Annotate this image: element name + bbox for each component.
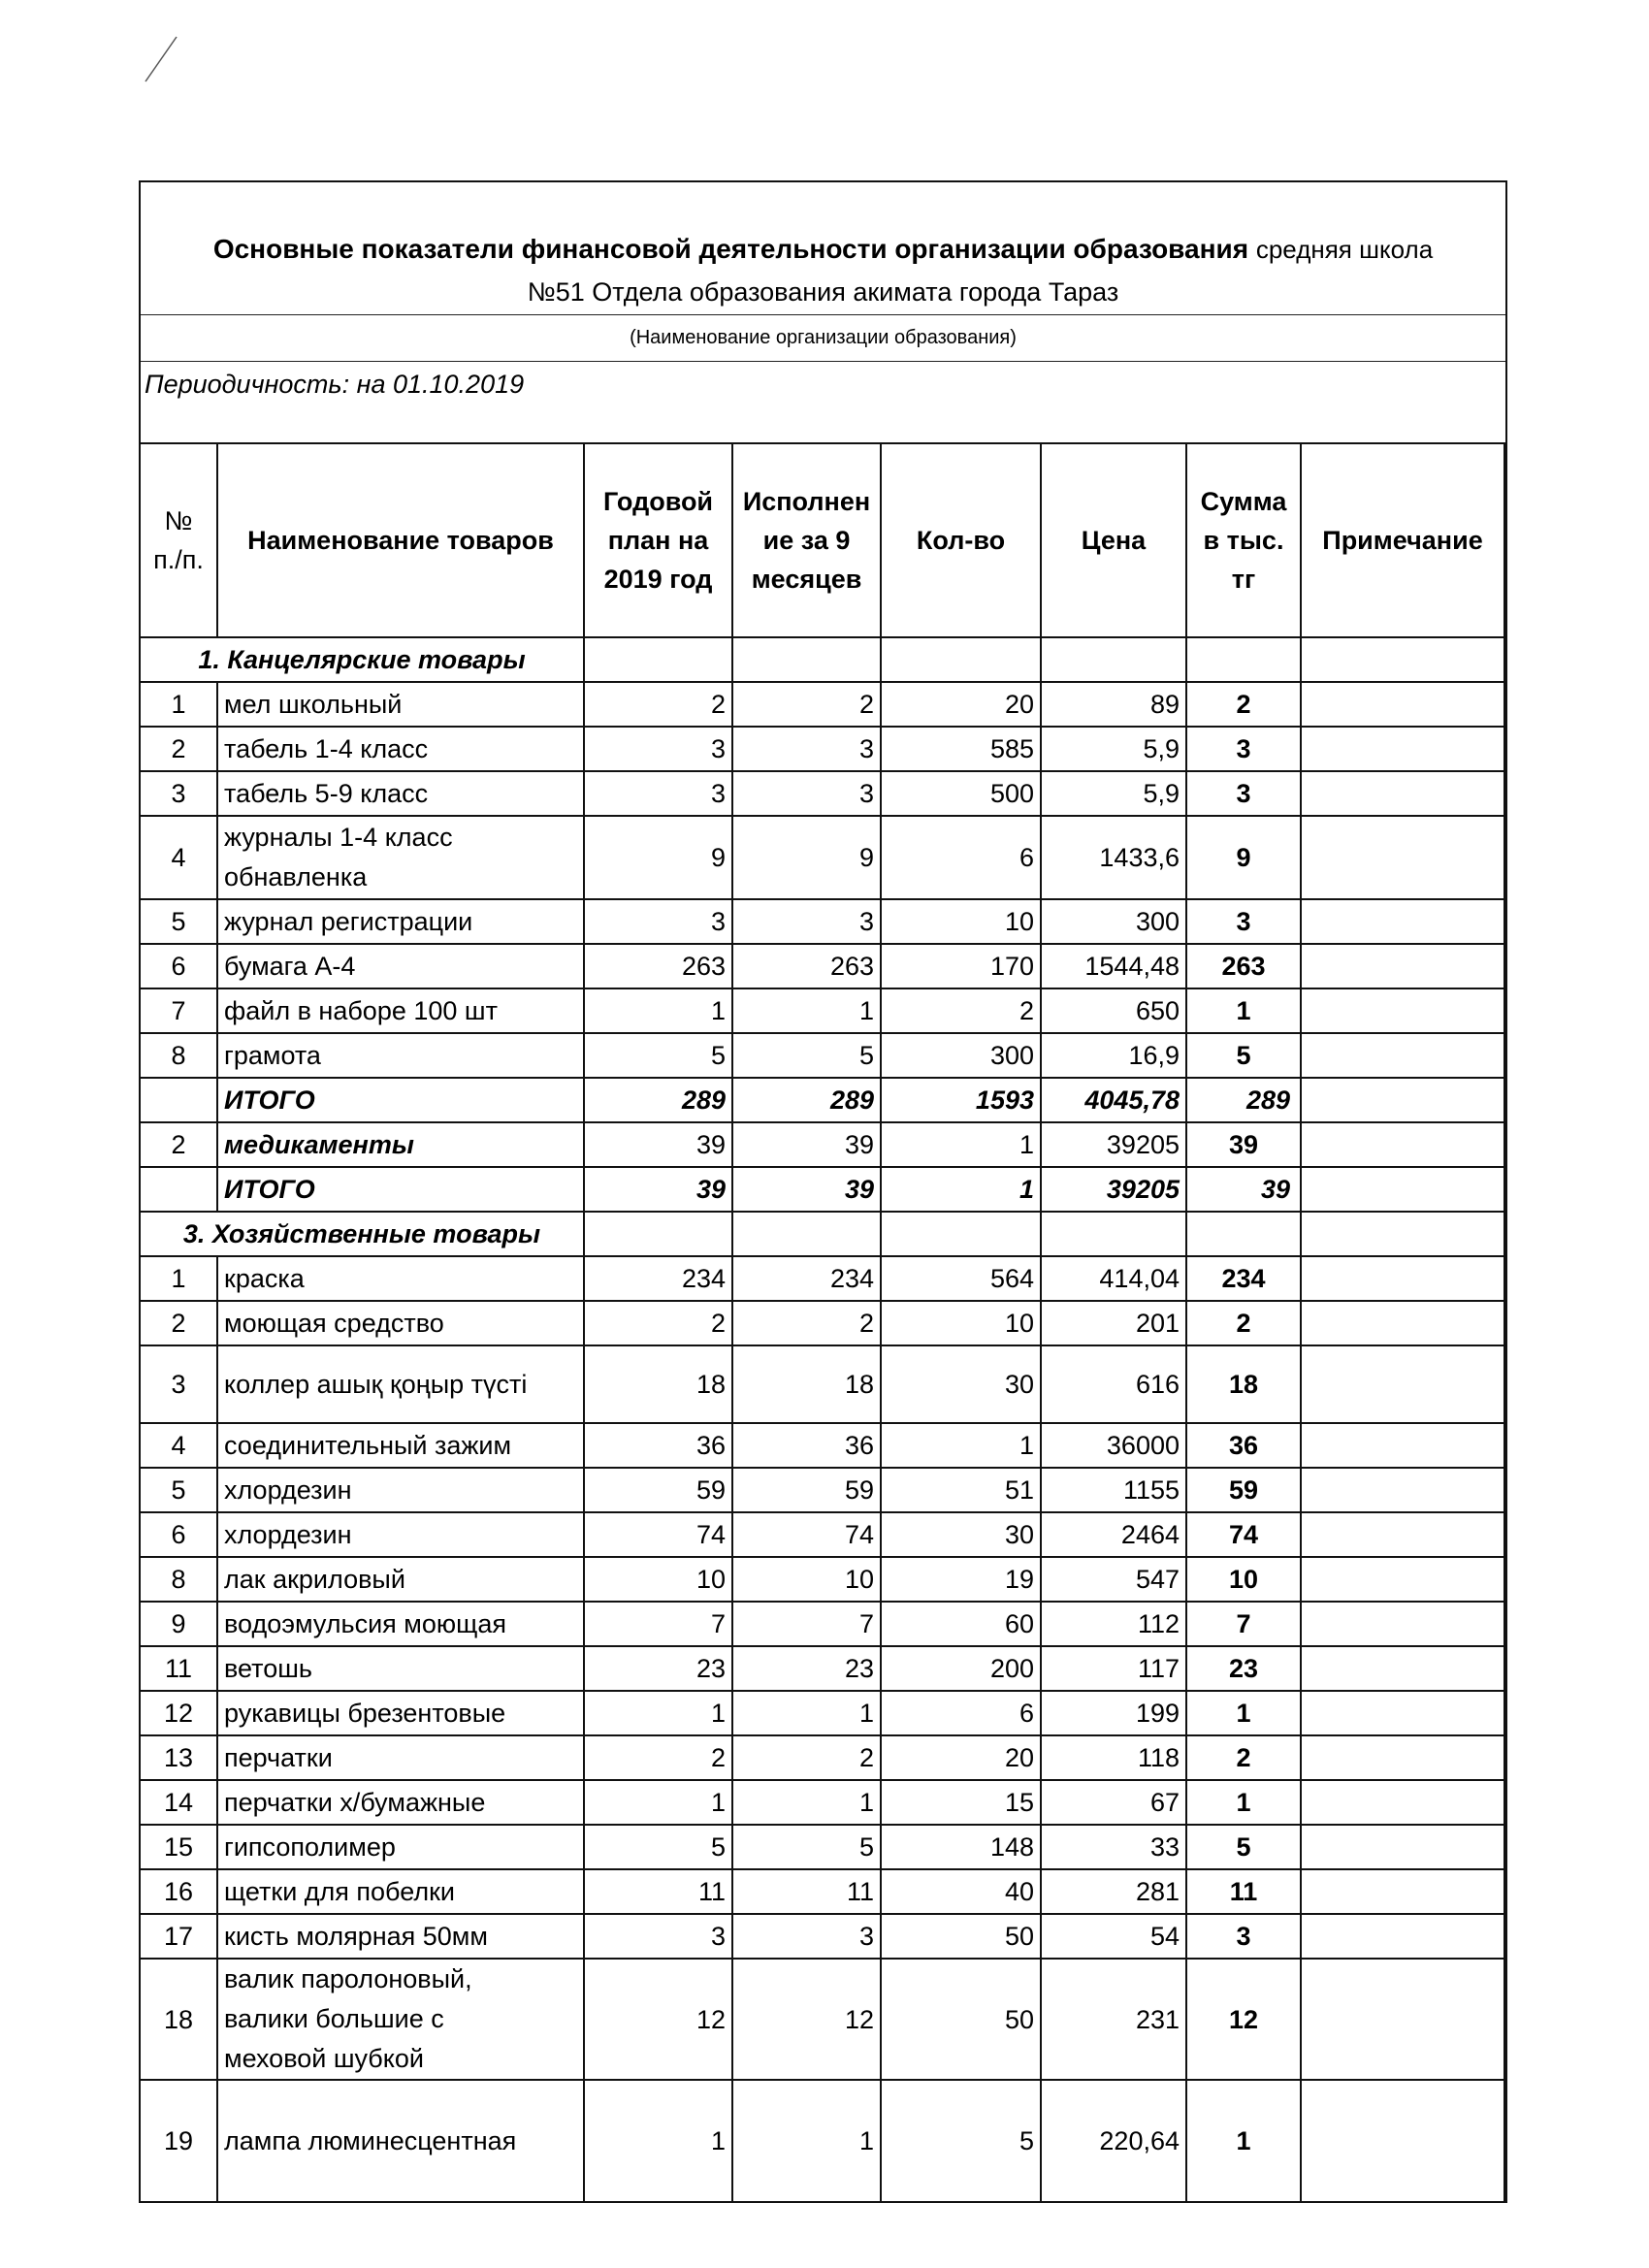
cell-plan: 2 <box>584 1735 732 1780</box>
section-title: 3. Хозяйственные товары <box>140 1212 584 1256</box>
cell-note <box>1301 1735 1504 1780</box>
cell-name: табель 5-9 класс <box>217 771 584 816</box>
cell-name: файл в наборе 100 шт <box>217 988 584 1033</box>
cell-quantity: 1 <box>881 1167 1041 1212</box>
cell-execution: 9 <box>732 816 881 899</box>
table-row <box>140 988 1504 1033</box>
cell-sum: 36 <box>1186 1423 1301 1468</box>
cell-execution: 3 <box>732 771 881 816</box>
cell-sum: 3 <box>1186 771 1301 816</box>
cell-quantity: 6 <box>881 816 1041 899</box>
cell-plan: 9 <box>584 816 732 899</box>
cell-price: 117 <box>1041 1646 1186 1691</box>
cell-name: бумага А-4 <box>217 944 584 988</box>
cell-quantity: 10 <box>881 899 1041 944</box>
table-row <box>140 1512 1504 1557</box>
cell-number: 2 <box>140 1122 217 1167</box>
cell-sum: 59 <box>1186 1468 1301 1512</box>
cell-price: 201 <box>1041 1301 1186 1345</box>
cell-price: 1155 <box>1041 1468 1186 1512</box>
table-row <box>140 944 1504 988</box>
cell-quantity: 300 <box>881 1033 1041 1078</box>
cell-plan-empty <box>584 637 732 682</box>
cell-name: перчатки х/бумажные <box>217 1780 584 1825</box>
cell-quantity: 500 <box>881 771 1041 816</box>
table-row <box>140 1468 1504 1512</box>
cell-quantity: 10 <box>881 1301 1041 1345</box>
column-header-name: Наименование товаров <box>217 443 584 637</box>
cell-sum: 9 <box>1186 816 1301 899</box>
cell-quantity: 50 <box>881 1959 1041 2080</box>
cell-name: перчатки <box>217 1735 584 1780</box>
cell-number: 2 <box>140 1301 217 1345</box>
cell-price: 231 <box>1041 1959 1186 2080</box>
section-row <box>140 637 1504 682</box>
cell-name: лак акриловый <box>217 1557 584 1602</box>
cell-sum: 5 <box>1186 1825 1301 1869</box>
cell-plan: 7 <box>584 1602 732 1646</box>
column-header-execution: Исполнен ие за 9 месяцев <box>732 443 881 637</box>
cell-note <box>1301 1914 1504 1959</box>
cell-price: 2464 <box>1041 1512 1186 1557</box>
cell-plan: 1 <box>584 1780 732 1825</box>
cell-execution: 2 <box>732 682 881 727</box>
cell-sum: 1 <box>1186 1780 1301 1825</box>
cell-number: 6 <box>140 1512 217 1557</box>
cell-sum-empty <box>1186 637 1301 682</box>
cell-execution: 12 <box>732 1959 881 2080</box>
cell-quantity: 20 <box>881 682 1041 727</box>
cell-price: 547 <box>1041 1557 1186 1602</box>
cell-name: кисть молярная 50мм <box>217 1914 584 1959</box>
cell-note <box>1301 1869 1504 1914</box>
cell-note <box>1301 727 1504 771</box>
cell-sum: 3 <box>1186 899 1301 944</box>
cell-sum: 23 <box>1186 1646 1301 1691</box>
cell-note <box>1301 1301 1504 1345</box>
cell-price: 39205 <box>1041 1167 1186 1212</box>
cell-note-empty <box>1301 1212 1504 1256</box>
cell-note <box>1301 1423 1504 1468</box>
cell-execution: 39 <box>732 1167 881 1212</box>
table-row <box>140 1691 1504 1735</box>
cell-note <box>1301 1468 1504 1512</box>
cell-execution: 2 <box>732 1735 881 1780</box>
cell-note <box>1301 1646 1504 1691</box>
cell-price: 5,9 <box>1041 727 1186 771</box>
cell-note <box>1301 1780 1504 1825</box>
cell-number: 5 <box>140 899 217 944</box>
table-row <box>140 1557 1504 1602</box>
cell-price: 16,9 <box>1041 1033 1186 1078</box>
cell-number: 1 <box>140 1256 217 1301</box>
goods-table <box>139 442 1505 2203</box>
cell-execution: 1 <box>732 1780 881 1825</box>
cell-execution: 1 <box>732 1691 881 1735</box>
cell-plan: 39 <box>584 1167 732 1212</box>
cell-sum: 1 <box>1186 988 1301 1033</box>
cell-execution: 74 <box>732 1512 881 1557</box>
cell-plan: 5 <box>584 1033 732 1078</box>
cell-name: журнал регистрации <box>217 899 584 944</box>
cell-sum: 39 <box>1186 1167 1301 1212</box>
organization-name: №51 Отдела образования акимата города Тараз <box>527 277 1119 307</box>
cell-execution: 7 <box>732 1602 881 1646</box>
cell-number: 14 <box>140 1780 217 1825</box>
organization-caption: (Наименование организации образования) <box>141 315 1505 362</box>
cell-quantity: 6 <box>881 1691 1041 1735</box>
cell-execution: 11 <box>732 1869 881 1914</box>
cell-number: 7 <box>140 988 217 1033</box>
cell-note <box>1301 1602 1504 1646</box>
cell-plan: 2 <box>584 682 732 727</box>
table-row <box>140 1602 1504 1646</box>
cell-note <box>1301 899 1504 944</box>
cell-execution: 263 <box>732 944 881 988</box>
cell-plan: 1 <box>584 1691 732 1735</box>
cell-sum: 263 <box>1186 944 1301 988</box>
table-row <box>140 899 1504 944</box>
cell-number <box>140 1167 217 1212</box>
cell-number: 3 <box>140 771 217 816</box>
cell-quantity: 200 <box>881 1646 1041 1691</box>
cell-sum: 289 <box>1186 1078 1301 1122</box>
table-row <box>140 1914 1504 1959</box>
table-row <box>140 1825 1504 1869</box>
cell-execution: 234 <box>732 1256 881 1301</box>
table-row <box>140 1646 1504 1691</box>
cell-name: лампа люминесцентная <box>217 2080 584 2202</box>
cell-note <box>1301 2080 1504 2202</box>
cell-number: 8 <box>140 1557 217 1602</box>
cell-name: коллер ашық қоңыр түсті <box>217 1345 584 1423</box>
cell-sum: 1 <box>1186 2080 1301 2202</box>
cell-quantity: 148 <box>881 1825 1041 1869</box>
cell-quantity: 585 <box>881 727 1041 771</box>
cell-number: 4 <box>140 816 217 899</box>
cell-price: 4045,78 <box>1041 1078 1186 1122</box>
cell-sum: 12 <box>1186 1959 1301 2080</box>
cell-sum-empty <box>1186 1212 1301 1256</box>
cell-execution: 2 <box>732 1301 881 1345</box>
cell-number: 17 <box>140 1914 217 1959</box>
cell-price-empty <box>1041 1212 1186 1256</box>
cell-quantity: 19 <box>881 1557 1041 1602</box>
cell-name: табель 1-4 класс <box>217 727 584 771</box>
table-row <box>140 1780 1504 1825</box>
cell-quantity: 2 <box>881 988 1041 1033</box>
cell-plan: 1 <box>584 988 732 1033</box>
cell-quantity: 170 <box>881 944 1041 988</box>
cell-execution: 5 <box>732 1033 881 1078</box>
cell-execution: 1 <box>732 988 881 1033</box>
cell-plan: 3 <box>584 771 732 816</box>
cell-sum: 2 <box>1186 682 1301 727</box>
cell-number: 15 <box>140 1825 217 1869</box>
cell-note <box>1301 1345 1504 1423</box>
cell-plan: 1 <box>584 2080 732 2202</box>
cell-execution: 3 <box>732 727 881 771</box>
cell-number: 4 <box>140 1423 217 1468</box>
cell-price: 33 <box>1041 1825 1186 1869</box>
cell-quantity: 30 <box>881 1512 1041 1557</box>
cell-plan: 12 <box>584 1959 732 2080</box>
cell-quantity: 40 <box>881 1869 1041 1914</box>
table-row <box>140 1033 1504 1078</box>
cell-plan: 18 <box>584 1345 732 1423</box>
cell-price: 39205 <box>1041 1122 1186 1167</box>
cell-note <box>1301 771 1504 816</box>
cell-plan: 36 <box>584 1423 732 1468</box>
table-body <box>140 637 1504 2202</box>
section-row <box>140 1212 1504 1256</box>
cell-price: 112 <box>1041 1602 1186 1646</box>
cell-name: гипсополимер <box>217 1825 584 1869</box>
cell-name-line: валик паролоновый, <box>224 1964 472 1993</box>
cell-name: ветошь <box>217 1646 584 1691</box>
section-title: 1. Канцелярские товары <box>140 637 584 682</box>
cell-price: 89 <box>1041 682 1186 727</box>
cell-number <box>140 1078 217 1122</box>
cell-name <box>217 816 584 899</box>
cell-plan: 10 <box>584 1557 732 1602</box>
cell-sum: 11 <box>1186 1869 1301 1914</box>
cell-name-line: журналы 1-4 класс <box>224 823 453 852</box>
cell-number: 19 <box>140 2080 217 2202</box>
cell-note <box>1301 1256 1504 1301</box>
table-header-row <box>140 443 1504 637</box>
cell-quantity: 564 <box>881 1256 1041 1301</box>
table-row <box>140 2080 1504 2202</box>
column-header-plan: Годовой план на 2019 год <box>584 443 732 637</box>
cell-plan: 263 <box>584 944 732 988</box>
cell-execution: 5 <box>732 1825 881 1869</box>
cell-price: 616 <box>1041 1345 1186 1423</box>
cell-number: 11 <box>140 1646 217 1691</box>
cell-name: мел школьный <box>217 682 584 727</box>
table-row <box>140 1869 1504 1914</box>
cell-quantity-empty <box>881 1212 1041 1256</box>
cell-note <box>1301 1825 1504 1869</box>
cell-plan: 59 <box>584 1468 732 1512</box>
column-header-price: Цена <box>1041 443 1186 637</box>
cell-price: 650 <box>1041 988 1186 1033</box>
cell-name: хлордезин <box>217 1512 584 1557</box>
cell-quantity-empty <box>881 637 1041 682</box>
total-row <box>140 1167 1504 1212</box>
cell-price: 199 <box>1041 1691 1186 1735</box>
cell-note <box>1301 682 1504 727</box>
cell-execution-empty <box>732 637 881 682</box>
cell-price: 5,9 <box>1041 771 1186 816</box>
cell-sum: 1 <box>1186 1691 1301 1735</box>
cell-plan: 74 <box>584 1512 732 1557</box>
cell-sum: 5 <box>1186 1033 1301 1078</box>
total-row <box>140 1078 1504 1122</box>
table-row <box>140 1423 1504 1468</box>
cell-name-line: меховой шубкой <box>224 2044 424 2073</box>
table-row <box>140 1345 1504 1423</box>
cell-name: ИТОГО <box>217 1167 584 1212</box>
column-header-number: № п./п. <box>140 443 217 637</box>
cell-number: 16 <box>140 1869 217 1914</box>
cell-execution: 18 <box>732 1345 881 1423</box>
cell-note <box>1301 1167 1504 1212</box>
cell-note <box>1301 1557 1504 1602</box>
table-row <box>140 1959 1504 2080</box>
cell-number: 3 <box>140 1345 217 1423</box>
cell-quantity: 30 <box>881 1345 1041 1423</box>
cell-execution: 23 <box>732 1646 881 1691</box>
cell-name: грамота <box>217 1033 584 1078</box>
report-title-bold: Основные показатели финансовой деятельности организации образования <box>212 234 1249 264</box>
cell-plan: 3 <box>584 1914 732 1959</box>
table-row <box>140 727 1504 771</box>
column-header-sum: Сумма в тыс. тг <box>1186 443 1301 637</box>
cell-sum: 18 <box>1186 1345 1301 1423</box>
cell-sum: 2 <box>1186 1301 1301 1345</box>
cell-note <box>1301 1959 1504 2080</box>
cell-quantity: 50 <box>881 1914 1041 1959</box>
cell-plan: 11 <box>584 1869 732 1914</box>
cell-plan: 3 <box>584 899 732 944</box>
cell-price: 36000 <box>1041 1423 1186 1468</box>
cell-note <box>1301 988 1504 1033</box>
cell-quantity: 15 <box>881 1780 1041 1825</box>
cell-sum: 39 <box>1186 1122 1301 1167</box>
cell-plan: 2 <box>584 1301 732 1345</box>
cell-name: щетки для побелки <box>217 1869 584 1914</box>
cell-execution: 10 <box>732 1557 881 1602</box>
cell-price-empty <box>1041 637 1186 682</box>
cell-execution: 36 <box>732 1423 881 1468</box>
cell-name: моющая средство <box>217 1301 584 1345</box>
cell-execution: 1 <box>732 2080 881 2202</box>
cell-price: 300 <box>1041 899 1186 944</box>
table-row <box>140 1735 1504 1780</box>
cell-note <box>1301 1512 1504 1557</box>
cell-name: краска <box>217 1256 584 1301</box>
column-header-quantity: Кол-во <box>881 443 1041 637</box>
cell-sum: 3 <box>1186 1914 1301 1959</box>
cell-number: 12 <box>140 1691 217 1735</box>
cell-price: 220,64 <box>1041 2080 1186 2202</box>
cell-price: 67 <box>1041 1780 1186 1825</box>
cell-execution: 3 <box>732 899 881 944</box>
cell-sum: 3 <box>1186 727 1301 771</box>
cell-name: ИТОГО <box>217 1078 584 1122</box>
report-period: Периодичность: на 01.10.2019 <box>145 370 525 399</box>
cell-execution-empty <box>732 1212 881 1256</box>
cell-plan: 39 <box>584 1122 732 1167</box>
cell-sum: 74 <box>1186 1512 1301 1557</box>
cell-quantity: 1 <box>881 1122 1041 1167</box>
cell-number: 18 <box>140 1959 217 2080</box>
table-row <box>140 682 1504 727</box>
cell-sum: 234 <box>1186 1256 1301 1301</box>
cell-note <box>1301 816 1504 899</box>
cell-quantity: 5 <box>881 2080 1041 2202</box>
cell-number: 8 <box>140 1033 217 1078</box>
cell-name: водоэмульсия моющая <box>217 1602 584 1646</box>
cell-plan: 23 <box>584 1646 732 1691</box>
cell-note <box>1301 1078 1504 1122</box>
cell-sum: 10 <box>1186 1557 1301 1602</box>
cell-note <box>1301 944 1504 988</box>
cell-plan-empty <box>584 1212 732 1256</box>
cell-note-empty <box>1301 637 1504 682</box>
cell-note <box>1301 1033 1504 1078</box>
column-header-note: Примечание <box>1301 443 1504 637</box>
cell-execution: 59 <box>732 1468 881 1512</box>
cell-execution: 289 <box>732 1078 881 1122</box>
cell-price: 281 <box>1041 1869 1186 1914</box>
report-title-regular: средняя школа <box>1255 235 1434 264</box>
cell-execution: 39 <box>732 1122 881 1167</box>
cell-quantity: 20 <box>881 1735 1041 1780</box>
report <box>139 180 1507 2203</box>
cell-price: 1544,48 <box>1041 944 1186 988</box>
cell-name-line: валики большие с <box>224 2004 444 2033</box>
cell-quantity: 1 <box>881 1423 1041 1468</box>
table-row <box>140 816 1504 899</box>
cell-note <box>1301 1122 1504 1167</box>
cell-name: хлордезин <box>217 1468 584 1512</box>
cell-name: медикаменты <box>217 1122 584 1167</box>
table-row <box>140 1301 1504 1345</box>
cell-note <box>1301 1691 1504 1735</box>
cell-sum: 2 <box>1186 1735 1301 1780</box>
cell-number: 1 <box>140 682 217 727</box>
cell-plan: 5 <box>584 1825 732 1869</box>
cell-price: 54 <box>1041 1914 1186 1959</box>
cell-name-line: обнавленка <box>224 862 368 891</box>
table-row <box>140 771 1504 816</box>
cell-number: 9 <box>140 1602 217 1646</box>
cell-sum: 7 <box>1186 1602 1301 1646</box>
cell-number: 6 <box>140 944 217 988</box>
cell-price: 414,04 <box>1041 1256 1186 1301</box>
cell-name: рукавицы брезентовые <box>217 1691 584 1735</box>
table-row <box>140 1122 1504 1167</box>
cell-price: 118 <box>1041 1735 1186 1780</box>
cell-quantity: 1593 <box>881 1078 1041 1122</box>
cell-price: 1433,6 <box>1041 816 1186 899</box>
cell-plan: 3 <box>584 727 732 771</box>
table-row <box>140 1256 1504 1301</box>
cell-quantity: 60 <box>881 1602 1041 1646</box>
cell-quantity: 51 <box>881 1468 1041 1512</box>
cell-number: 2 <box>140 727 217 771</box>
report-title <box>141 182 1505 315</box>
cell-plan: 234 <box>584 1256 732 1301</box>
cell-name: соединительный зажим <box>217 1423 584 1468</box>
cell-name <box>217 1959 584 2080</box>
cell-plan: 289 <box>584 1078 732 1122</box>
cell-number: 13 <box>140 1735 217 1780</box>
cell-execution: 3 <box>732 1914 881 1959</box>
cell-number: 5 <box>140 1468 217 1512</box>
